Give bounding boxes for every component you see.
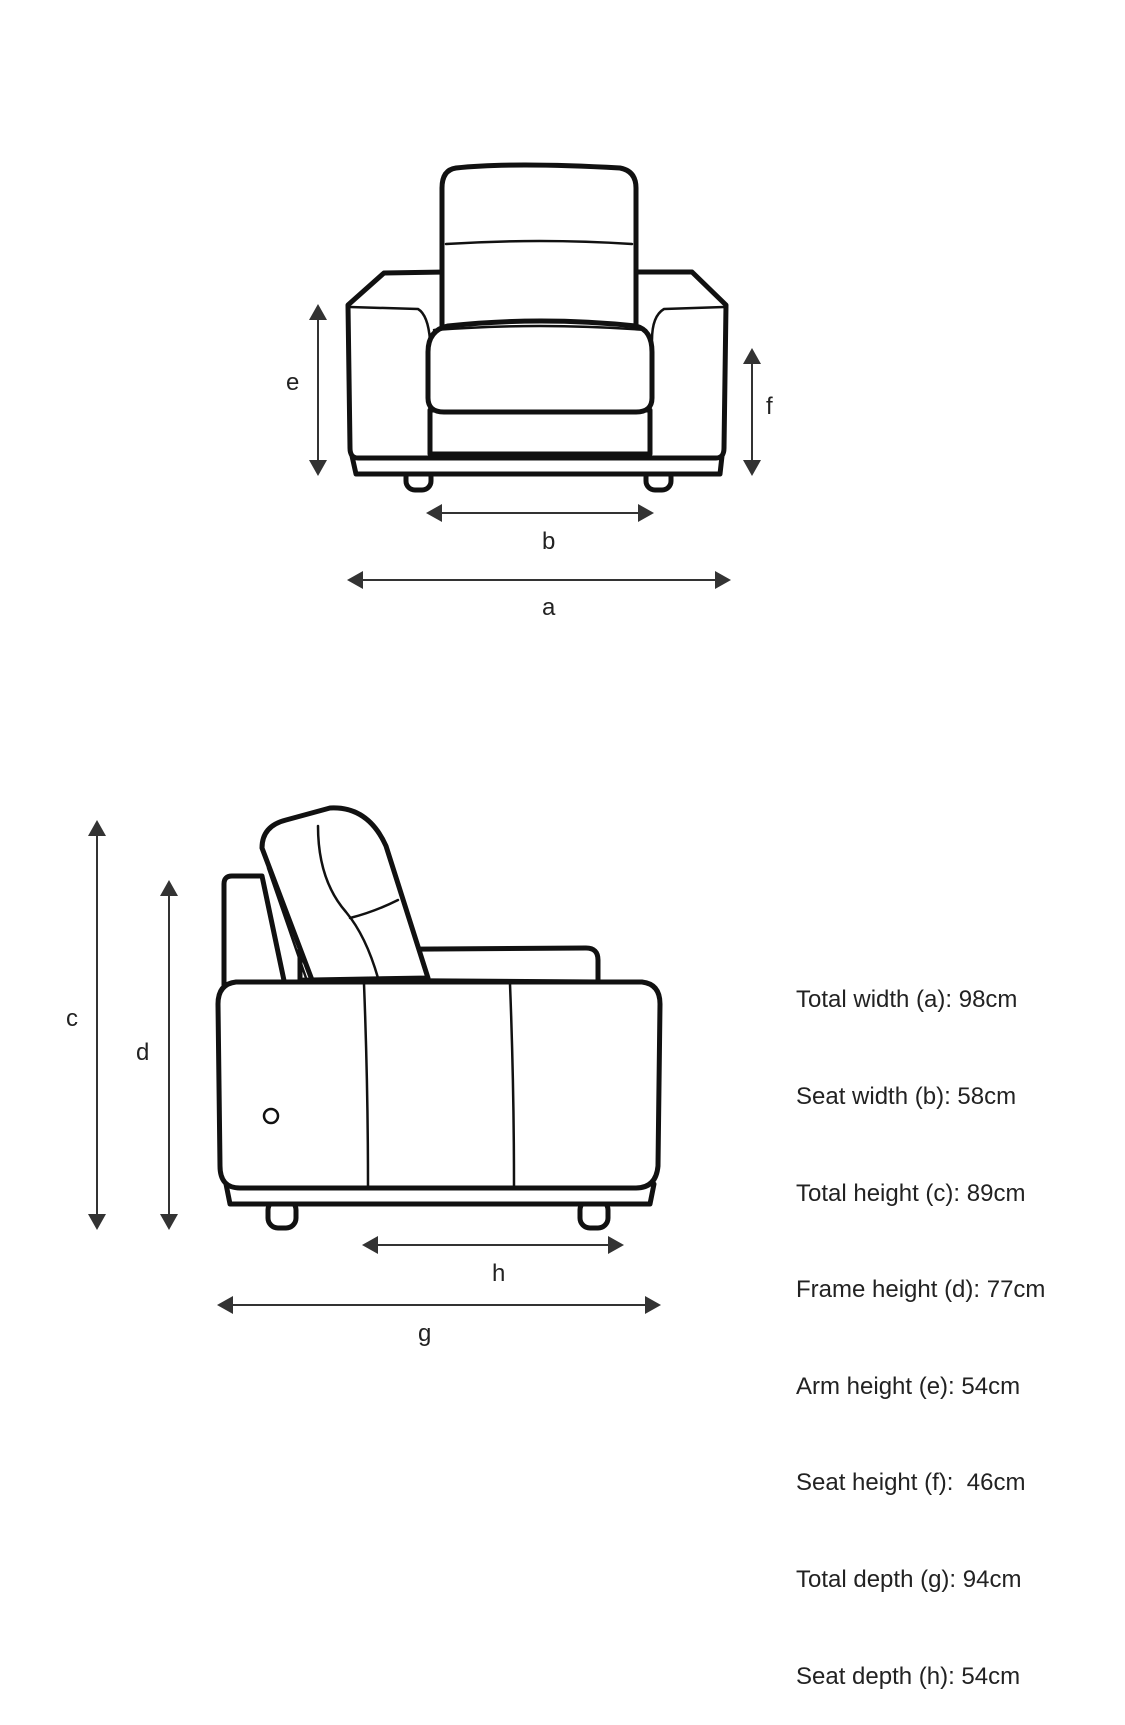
spec-seat-width: Seat width (b): 58cm xyxy=(796,1083,1017,1111)
front-seat-panel xyxy=(430,410,650,454)
spec-seat-height: Seat height (f): 46cm xyxy=(796,1469,1026,1497)
label-g: g xyxy=(418,1320,432,1347)
label-b: b xyxy=(542,528,556,555)
dimension-b xyxy=(426,504,654,555)
spec-frame-height: Frame height (d): 77cm xyxy=(796,1276,1046,1304)
label-f: f xyxy=(766,393,773,420)
dimension-a xyxy=(347,571,731,621)
spec-seat-depth: Seat depth (h): 54cm xyxy=(796,1662,1021,1690)
dimension-c xyxy=(66,820,106,1230)
spec-total-height: Total height (c): 89cm xyxy=(796,1179,1026,1207)
dimension-spec-list xyxy=(796,920,1045,1725)
side-back-cushion xyxy=(262,808,428,980)
dimension-h xyxy=(362,1236,624,1287)
spec-arm-height: Arm height (e): 54cm xyxy=(796,1372,1021,1400)
dimension-f xyxy=(743,348,773,476)
dimension-g xyxy=(217,1296,661,1347)
side-view-armchair xyxy=(218,808,660,1228)
dimension-d xyxy=(136,880,178,1230)
front-backrest xyxy=(442,165,636,336)
front-view-armchair xyxy=(348,165,726,490)
side-body xyxy=(218,982,660,1188)
dimension-e xyxy=(286,304,327,476)
front-seat-cushion xyxy=(428,321,652,412)
spec-total-width: Total width (a): 98cm xyxy=(796,986,1018,1014)
label-a: a xyxy=(542,594,556,621)
label-h: h xyxy=(492,1260,506,1287)
label-d: d xyxy=(136,1039,150,1066)
label-e: e xyxy=(286,369,300,396)
label-c: c xyxy=(66,1005,78,1032)
spec-total-depth: Total depth (g): 94cm xyxy=(796,1566,1022,1594)
